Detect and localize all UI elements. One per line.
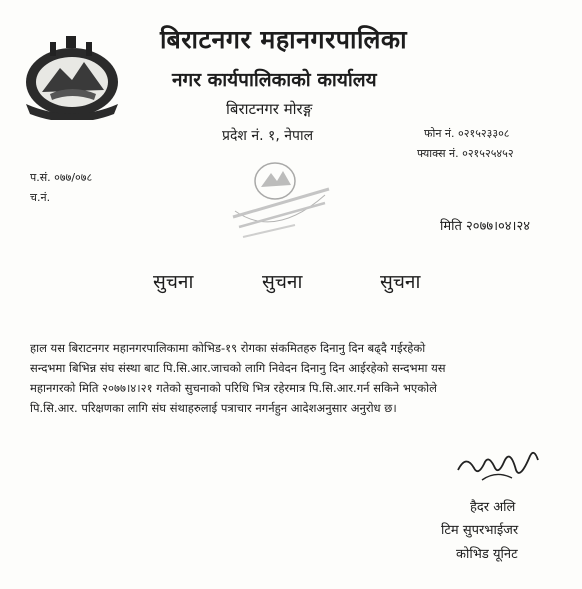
- body-line: पि.सि.आर. परिक्षणका लागि संघ संथाहरुलाई पत्राचार नगर्नहुन आदेशअनुसार अनुरोध छ।: [30, 401, 397, 415]
- notice-body: [30, 338, 560, 418]
- nepal-emblem-logo: [20, 34, 124, 120]
- body-line: महानगरको मिति २०७७।४।२१ गतेको सुचनाको परिधि भित्र रहेरमात्र पि.सि.आर.गर्न सकिने भएकोले: [30, 381, 437, 395]
- body-line: सन्दभमा बिभिन्न संघ संस्था बाट पि.सि.आर.जाचको लागि निवेदन दिनानु दिन आईरहेको सन्दभमा यस: [30, 361, 446, 375]
- municipality-title: बिराटनगर महानगरपालिका: [160, 25, 408, 54]
- handwritten-signature: [452, 440, 542, 490]
- reference-ps: प.सं. ०७७/०७८: [30, 171, 93, 184]
- office-name: नगर कार्यपालिकाको कार्यालय: [172, 69, 377, 91]
- notice-heading-3: सुचना: [380, 271, 421, 293]
- reference-cn: च.नं.: [30, 191, 51, 204]
- notice-heading-2: सुचना: [262, 271, 303, 293]
- phone-number: फोन नं. ०२१५२३३०८: [424, 127, 510, 140]
- notice-heading-1: सुचना: [153, 271, 194, 293]
- signatory-role: टिम सुपरभाईजर: [441, 523, 519, 538]
- office-seal-stamp: [225, 155, 337, 243]
- fax-number: फ्याक्स नं. ०२१५२५४५२: [417, 147, 514, 160]
- signatory-unit: कोभिड यूनिट: [456, 547, 518, 562]
- signatory-name: हैदर अलि: [470, 500, 516, 515]
- letter-date: मिति २०७७।०४।२४: [440, 219, 530, 234]
- province-label: प्रदेश नं. १, नेपाल: [222, 128, 314, 144]
- body-line: हाल यस बिराटनगर महानगरपालिकामा कोभिड-१९ रोगका संकमितहरु दिनानु दिन बढ्दै गईरहेको: [30, 341, 426, 355]
- office-location: बिराटनगर मोरङ्ग: [226, 100, 313, 118]
